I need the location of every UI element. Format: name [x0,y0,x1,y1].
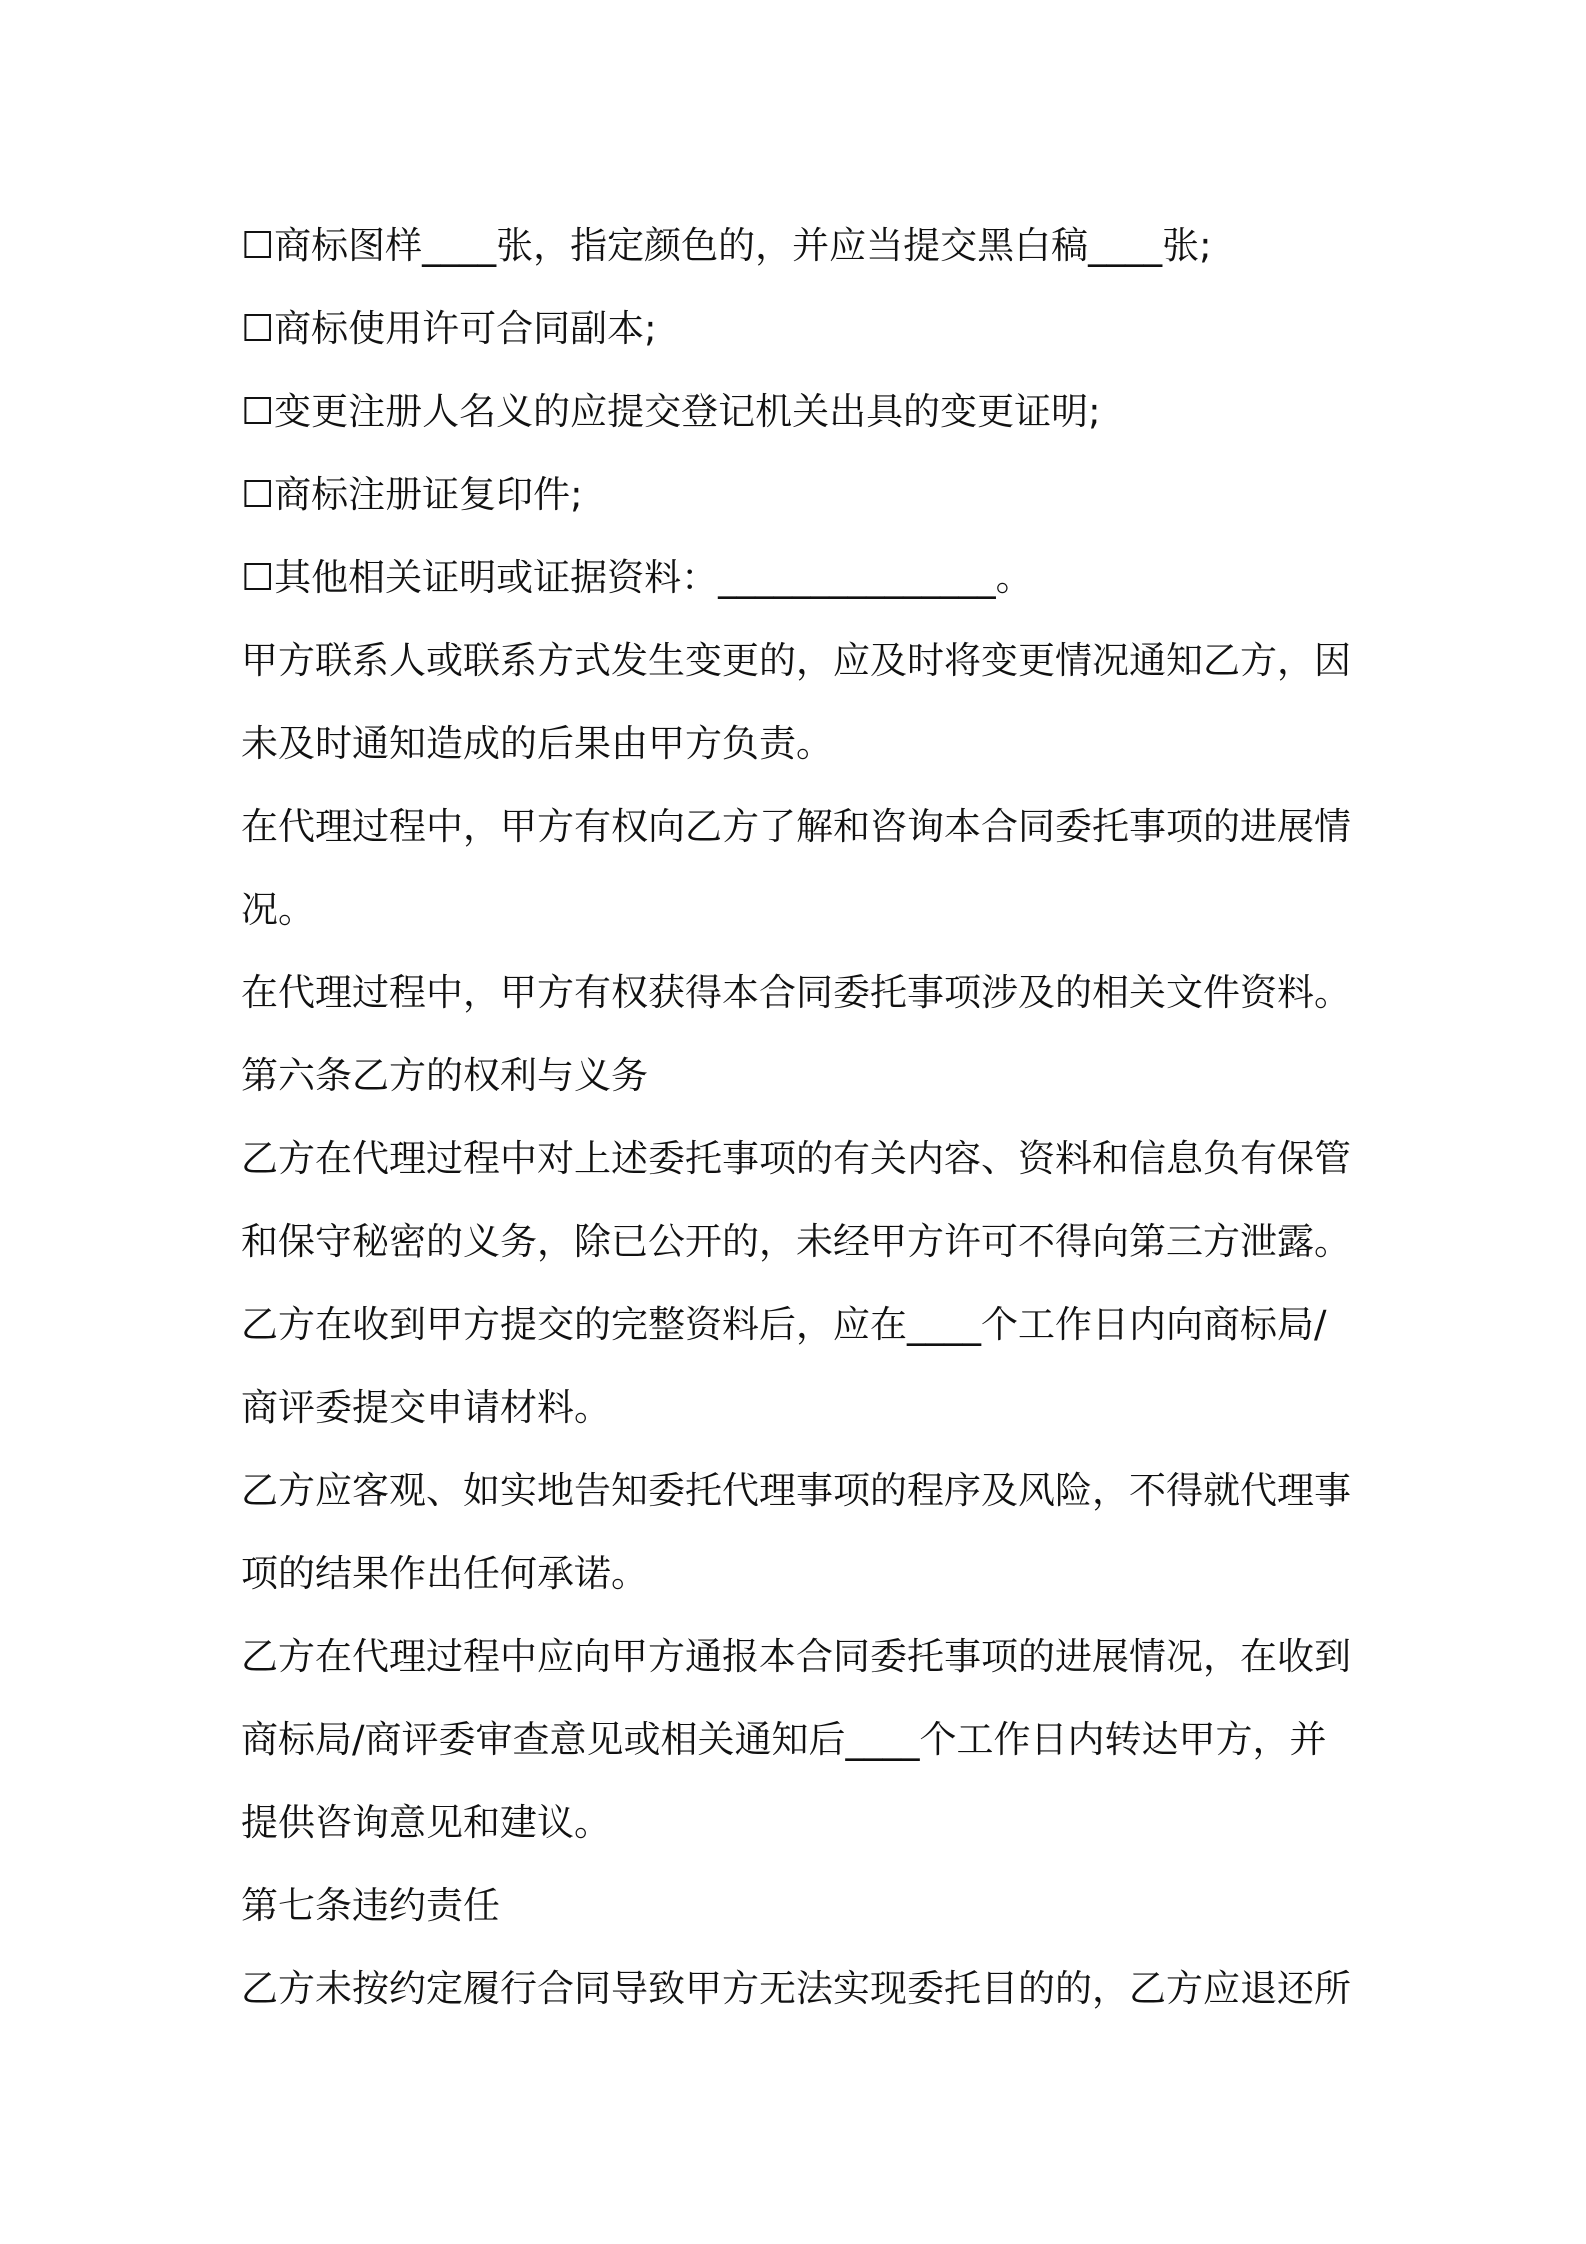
paragraph-contact-change-line-2: 未及时通知造成的后果由甲方负责。 [241,722,833,765]
checklist-item-change-certificate: ☐变更注册人名义的应提交登记机关出具的变更证明; [241,390,1101,433]
paragraph-submission-deadline-line-2: 商评委提交申请材料。 [241,1386,611,1429]
paragraph-progress-report-line-1: 乙方在代理过程中应向甲方通报本合同委托事项的进展情况，在收到 [241,1635,1351,1678]
paragraph-contact-change-line-1: 甲方联系人或联系方式发生变更的，应及时将变更情况通知乙方，因 [241,639,1351,682]
section-heading-article-7: 第七条违约责任 [241,1884,500,1927]
paragraph-inquiry-right-line-2: 况。 [241,888,315,931]
checklist-item-license-contract-copy: ☐商标使用许可合同副本; [241,307,657,350]
paragraph-inquiry-right-line-1: 在代理过程中，甲方有权向乙方了解和咨询本合同委托事项的进展情 [241,805,1351,848]
paragraph-breach-liability-line-1: 乙方未按约定履行合同导致甲方无法实现委托目的的，乙方应退还所 [241,1967,1351,2010]
section-heading-article-6: 第六条乙方的权利与义务 [241,1054,648,1097]
paragraph-submission-deadline-line-1: 乙方在收到甲方提交的完整资料后，应在____个工作日内向商标局/ [241,1303,1327,1346]
checklist-item-registration-certificate-copy: ☐商标注册证复印件; [241,473,583,516]
checklist-item-other-materials: ☐其他相关证明或证据资料：_______________。 [241,556,1033,599]
paragraph-risk-disclosure-line-1: 乙方应客观、如实地告知委托代理事项的程序及风险，不得就代理事 [241,1469,1351,1512]
document-body [241,204,1356,2030]
paragraph-progress-report-line-3: 提供咨询意见和建议。 [241,1801,611,1844]
paragraph-confidentiality-line-1: 乙方在代理过程中对上述委托事项的有关内容、资料和信息负有保管 [241,1137,1351,1180]
paragraph-confidentiality-line-2: 和保守秘密的义务，除已公开的，未经甲方许可不得向第三方泄露。 [241,1220,1351,1263]
checklist-item-trademark-sample: ☐商标图样____张，指定颜色的，并应当提交黑白稿____张; [241,224,1212,267]
paragraph-document-access-right: 在代理过程中，甲方有权获得本合同委托事项涉及的相关文件资料。 [241,971,1351,1014]
paragraph-risk-disclosure-line-2: 项的结果作出任何承诺。 [241,1552,648,1595]
paragraph-progress-report-line-2: 商标局/商评委审查意见或相关通知后____个工作日内转达甲方，并 [241,1718,1327,1761]
